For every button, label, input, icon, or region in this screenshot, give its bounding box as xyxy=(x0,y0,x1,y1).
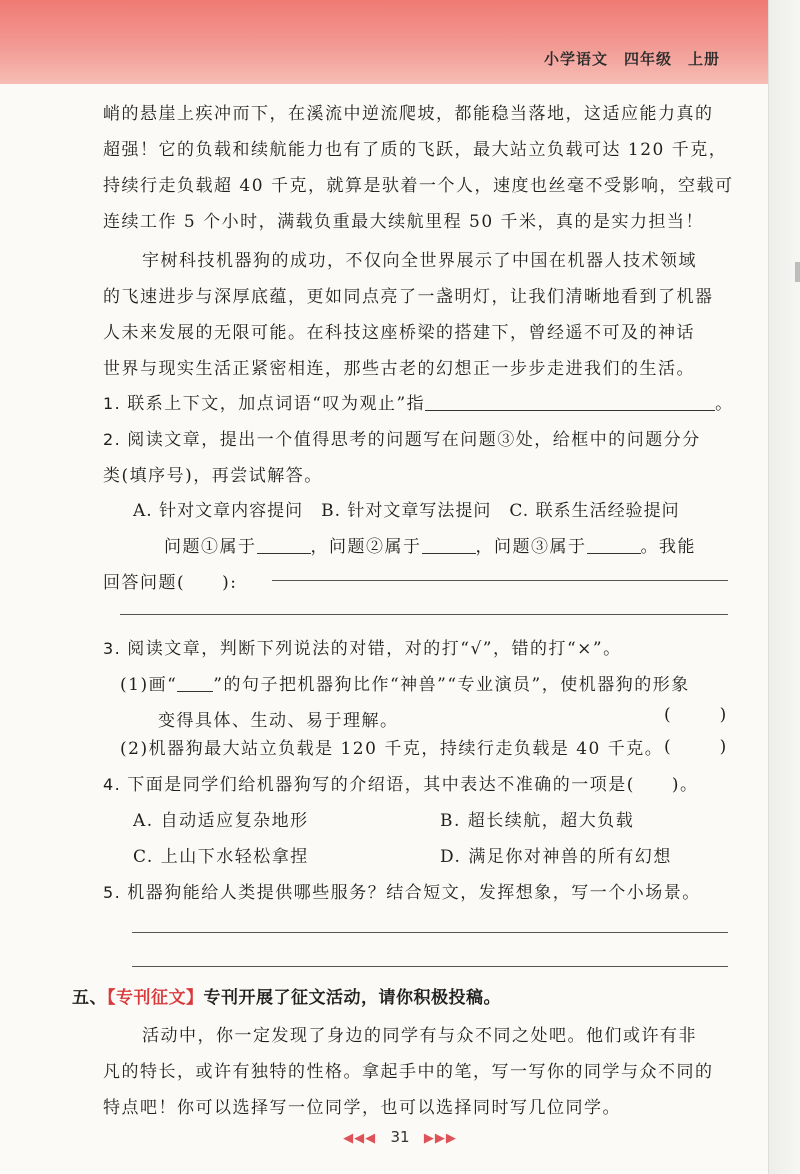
question-3 xyxy=(103,638,622,660)
answer-line[interactable] xyxy=(272,580,728,581)
section-title: 专刊开展了征文活动，请你积极投稿。 xyxy=(203,988,501,1008)
question-3-sub1 xyxy=(120,674,690,696)
passage-line: 连续工作 5 个小时，满载负重最大续航里程 50 千米，真的是实力担当！ xyxy=(103,212,705,232)
section-prefix: 五、 xyxy=(72,988,107,1008)
option-b[interactable]: B. 超长续航，超大负载 xyxy=(440,811,635,831)
classify-label: ，问题②属于 xyxy=(310,537,422,557)
passage-line: 持续行走负载超 40 千克，就算是驮着一个人，速度也丝毫不受影响，空载可 xyxy=(103,176,734,196)
question-number: 1. xyxy=(103,394,122,413)
passage-line: 宇树科技机器狗的成功，不仅向全世界展示了中国在机器人技术领域 xyxy=(142,251,697,271)
answer-line[interactable] xyxy=(132,966,728,967)
question-end: 。 xyxy=(715,394,734,414)
answer-line[interactable] xyxy=(132,932,728,933)
question-3-sub2: (2)机器狗最大站立负载是 120 千克，持续行走负载是 40 千克。 xyxy=(120,739,664,759)
question-4 xyxy=(103,774,699,796)
question-2-answer xyxy=(103,572,238,594)
question-text: 机器狗能给人类提供哪些服务？结合短文，发挥想象，写一个小场景。 xyxy=(127,883,701,903)
option-d[interactable]: D. 满足你对神兽的所有幻想 xyxy=(440,847,672,867)
section-5-line: 凡的特长，或许有独特的性格。拿起手中的笔，写一写你的同学与众不同的 xyxy=(103,1062,714,1082)
question-5 xyxy=(103,882,701,904)
classify-label: ，问题③属于 xyxy=(475,537,587,557)
question-text: 阅读文章，提出一个值得思考的问题写在问题③处，给框中的问题分分 xyxy=(127,430,701,450)
classify-end: 。我能 xyxy=(640,537,696,557)
question-number: 2. xyxy=(103,430,122,449)
option-c[interactable]: C. 上山下水轻松拿捏 xyxy=(133,847,309,867)
answer-blank[interactable] xyxy=(425,410,715,411)
answer-line[interactable] xyxy=(120,614,728,615)
question-text: 下面是同学们给机器狗写的介绍语，其中表达不准确的一项是( )。 xyxy=(127,775,699,795)
left-arrows-icon: ◀◀◀ xyxy=(343,1131,377,1146)
question-text: 阅读文章，判断下列说法的对错，对的打“√”，错的打“×”。 xyxy=(127,639,622,659)
section-5-line: 活动中，你一定发现了身边的同学有与众不同之处吧。他们或许有非 xyxy=(142,1026,697,1046)
question-text: 联系上下文，加点词语“叹为观止”指 xyxy=(127,394,426,414)
underline-sample xyxy=(177,691,213,692)
question-2 xyxy=(103,429,701,451)
sub-text: (1)画“ xyxy=(120,675,178,695)
book-title: 小学语文 四年级 上册 xyxy=(543,50,720,68)
passage-line: 人未来发展的无限可能。在科技这座桥梁的搭建下，曾经遥不可及的神话 xyxy=(103,323,695,343)
section-5-heading xyxy=(72,987,501,1009)
section-5-line: 特点吧！你可以选择写一位同学，也可以选择同时写几位同学。 xyxy=(103,1098,621,1118)
question-2-cont: 类(填序号)，再尝试解答。 xyxy=(103,466,323,486)
classify-blank-3[interactable] xyxy=(587,553,641,554)
option-a[interactable]: A. 自动适应复杂地形 xyxy=(133,811,309,831)
answer-prefix: 回答问题( ): xyxy=(103,573,238,593)
right-arrows-icon: ▶▶▶ xyxy=(423,1131,457,1146)
question-1 xyxy=(103,393,734,415)
classify-blank-2[interactable] xyxy=(422,553,476,554)
page-footer xyxy=(0,1128,800,1146)
passage-line: 的飞速进步与深厚底蕴，更如同点亮了一盏明灯，让我们清晰地看到了机器 xyxy=(103,287,714,307)
question-3-sub1-cont: 变得具体、生动、易于理解。 xyxy=(158,711,399,731)
passage-line: 世界与现实生活正紧密相连，那些古老的幻想正一步步走进我们的生活。 xyxy=(103,359,695,379)
classify-label: 问题①属于 xyxy=(164,537,257,557)
question-number: 5. xyxy=(103,883,122,902)
passage-line: 峭的悬崖上疾冲而下，在溪流中逆流爬坡，都能稳当落地，这适应能力真的 xyxy=(103,104,714,124)
question-2-options: A. 针对文章内容提问 B. 针对文章写法提问 C. 联系生活经验提问 xyxy=(133,501,680,521)
question-2-classify xyxy=(164,536,696,558)
passage-line: 超强！它的负载和续航能力也有了质的飞跃，最大站立负载可达 120 千克， xyxy=(103,140,728,160)
question-number: 3. xyxy=(103,639,122,658)
judge-paren-2[interactable]: ( ) xyxy=(664,737,743,757)
sub-text: ”的句子把机器狗比作“神兽”“专业演员”，使机器狗的形象 xyxy=(213,675,690,695)
classify-blank-1[interactable] xyxy=(257,553,311,554)
section-tag: 【专刊征文】 xyxy=(107,988,204,1008)
page-number: 31 xyxy=(390,1128,410,1146)
judge-paren-1[interactable]: ( ) xyxy=(664,705,743,725)
question-number: 4. xyxy=(103,775,122,794)
